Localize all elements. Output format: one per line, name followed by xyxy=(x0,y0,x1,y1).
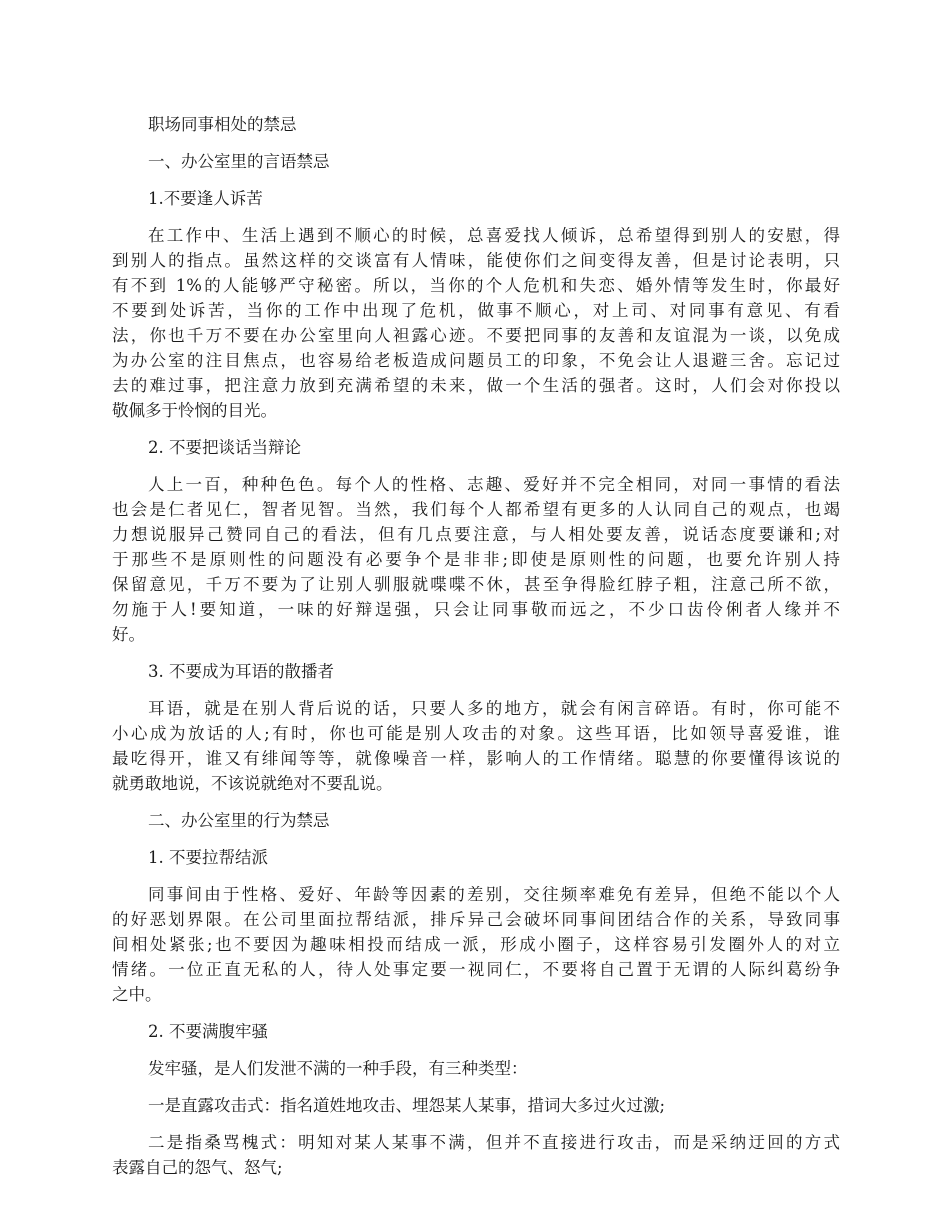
paragraph-line: 于那些不是原则性的问题没有必要争个是非非;即使是原则性的问题，也要允许别人持 xyxy=(112,550,840,569)
paragraph-line: 法，你也千万不要在办公室里向人袒露心迹。不要把同事的友善和友谊混为一谈，以免成 xyxy=(112,326,840,345)
paragraph-line: 到别人的指点。虽然这样的交谈富有人情味，能使你们之间变得友善，但是讨论表明，只 xyxy=(112,251,840,270)
paragraph-line: 情绪。一位正直无私的人，待人处事定要一视同仁，不要将自己置于无谓的人际纠葛纷争 xyxy=(112,960,840,979)
heading-line: 二、办公室里的行为禁忌 xyxy=(148,811,330,830)
paragraph-complaint-type-1 xyxy=(112,1093,840,1118)
paragraph-line: 同事间由于性格、爱好、年龄等因素的差别，交往频率难免有差异，但绝不能以个人 xyxy=(148,885,840,904)
paragraph-line: 二是指桑骂槐式：明知对某人某事不满，但并不直接进行攻击，而是采纳迂回的方式 xyxy=(148,1133,840,1152)
subsection-heading xyxy=(112,1019,840,1044)
paragraph-line: 在工作中、生活上遇到不顺心的时候，总喜爱找人倾诉，总希望得到别人的安慰，得 xyxy=(148,226,840,245)
paragraph-line: 就勇敢地说，不该说就绝对不要乱说。 xyxy=(112,774,393,793)
subsection-heading xyxy=(112,845,840,870)
subsection-heading xyxy=(112,659,840,684)
paragraph-line: 一是直露攻击式：指名道姓地攻击、埋怨某人某事，措词大多过火过激; xyxy=(148,1096,666,1115)
document-page xyxy=(112,112,840,1192)
paragraph-line: 表露自己的怨气、怒气; xyxy=(112,1158,283,1177)
paragraph-no-cliques xyxy=(112,882,840,1007)
paragraph-line: 去的难过事，把注意力放到充满希望的未来，做一个生活的强者。这时，人们会对你投以 xyxy=(112,376,840,395)
paragraph-line: 发牢骚，是人们发泄不满的一种手段，有三种类型： xyxy=(148,1059,528,1078)
heading-line: 一、办公室里的言语禁忌 xyxy=(148,152,330,171)
paragraph-line: 的好恶划界限。在公司里面拉帮结派，排斥异己会破坏同事间团结合作的关系，导致同事 xyxy=(112,910,840,929)
paragraph-line: 耳语，就是在别人背后说的话，只要人多的地方，就会有闲言碎语。有时，你可能不 xyxy=(148,699,840,718)
paragraph-line: 好。 xyxy=(112,625,145,644)
paragraph-line: 有不到 1%的人能够严守秘密。所以，当你的个人危机和失恋、婚外情等发生时，你最好 xyxy=(112,276,840,295)
paragraph-no-debating xyxy=(112,472,840,647)
paragraph-line: 间相处紧张;也不要因为趣味相投而结成一派，形成小圈子，这样容易引发圈外人的对立 xyxy=(112,935,840,954)
paragraph-line: 人上一百，种种色色。每个人的性格、志趣、爱好并不完全相同，对同一事情的看法 xyxy=(148,475,840,494)
paragraph-line: 最吃得开，谁又有绯闻等等，就像噪音一样，影响人的工作情绪。聪慧的你要懂得该说的 xyxy=(112,749,840,768)
heading-line: 1.不要逢人诉苦 xyxy=(148,189,263,208)
subsection-heading xyxy=(112,435,840,460)
paragraph-no-gossip xyxy=(112,696,840,796)
paragraph-line: 不要到处诉苦，当你的工作中出现了危机，做事不顺心，对上司、对同事有意见、有看 xyxy=(112,301,840,320)
paragraph-line: 勿施于人!要知道，一味的好辩逞强，只会让同事敬而远之，不少口齿伶俐者人缘并不 xyxy=(112,600,840,619)
paragraph-line: 保留意见，千万不要为了让别人驯服就喋喋不休，甚至争得脸红脖子粗，注意己所不欲， xyxy=(112,575,840,594)
heading-line: 2. 不要把谈话当辩论 xyxy=(148,438,301,457)
subsection-heading xyxy=(112,186,840,211)
section-heading xyxy=(112,808,840,833)
paragraph-line: 之中。 xyxy=(112,985,162,1004)
heading-line: 1. 不要拉帮结派 xyxy=(148,848,268,867)
paragraph-complaint-intro xyxy=(112,1056,840,1081)
paragraph-line: 也会是仁者见仁，智者见智。当然，我们每个人都希望有更多的人认同自己的观点，也竭 xyxy=(112,500,840,519)
paragraph-complaint-type-2 xyxy=(112,1130,840,1180)
title-line: 职场同事相处的禁忌 xyxy=(148,115,297,134)
document-title xyxy=(112,112,840,137)
paragraph-line: 为办公室的注目焦点，也容易给老板造成问题员工的印象，不免会让人退避三舍。忘记过 xyxy=(112,351,840,370)
heading-line: 3. 不要成为耳语的散播者 xyxy=(148,662,334,681)
paragraph-line: 力想说服异己赞同自己的看法，但有几点要注意，与人相处要友善，说话态度要谦和;对 xyxy=(112,525,840,544)
paragraph-no-complaining xyxy=(112,223,840,423)
section-heading xyxy=(112,149,840,174)
paragraph-line: 小心成为放话的人;有时，你也可能是别人攻击的对象。这些耳语，比如领导喜爱谁，谁 xyxy=(112,724,840,743)
heading-line: 2. 不要满腹牢骚 xyxy=(148,1022,268,1041)
paragraph-line: 敬佩多于怜悯的目光。 xyxy=(112,401,277,420)
